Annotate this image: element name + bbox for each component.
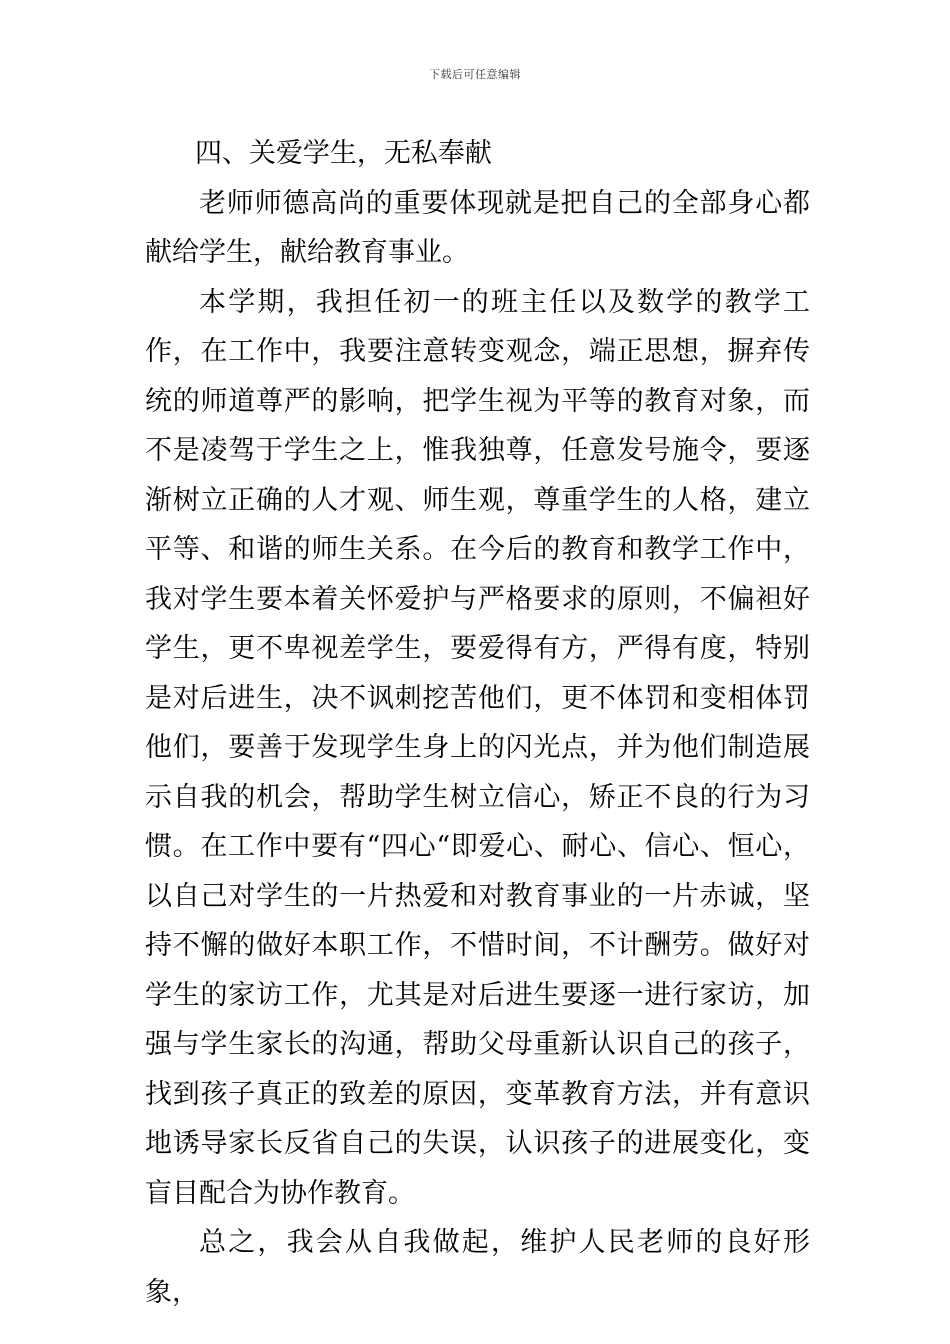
page-header: 下载后可任意编辑 <box>429 68 521 81</box>
paragraph-1: 老师师德高尚的重要体现就是把自己的全部身心都献给学生，献给教育事业。 <box>145 187 810 268</box>
paragraph-2: 本学期，我担任初一的班主任以及数学的教学工作，在工作中，我要注意转变观念，端正思想，摒弃传统的师道尊严的影响，把学生视为平等的教育对象，而不是凌驾于学生之上，惟我独尊，任意发号施令，要逐渐树立正确的人才观、师生观，尊重学生的人格，建立平等、和谐的师生关系。在今后的教育和教学工作中，我对学生要本着关怀爱护与严格要求的原则，不偏袒好学生，更不卑视差学生，要爱得有方，严得有度，特别是对后进生，决不讽刺挖苦他们，更不体罚和变相体罚他们，要善于发现学生身上的闪光点，并为他们制造展示自我的机会，帮助学生树立信心，矫正不良的行为习惯。在工作中要有“四心“即爱心、耐心、信心、恒心，以自己对学生的一片热爱和对教育事业的一片赤诚，坚持不懈的做好本职工作，不惜时间，不计酬劳。做好对学生的家访工作，尤其是对后进生要逐一进行家访，加强与学生家长的沟通，帮助父母重新认识自己的孩子，找到孩子真正的致差的原因，变革教育方法，并有意识地诱导家长反省自己的失误，认识孩子的进展变化，变盲目配合为协作教育。 <box>145 286 810 1209</box>
document-body <box>145 129 810 1317</box>
paragraph-3: 总之，我会从自我做起，维护人民老师的良好形象， <box>145 1227 810 1308</box>
section-heading: 四、关爱学生，无私奉献 <box>194 138 492 169</box>
